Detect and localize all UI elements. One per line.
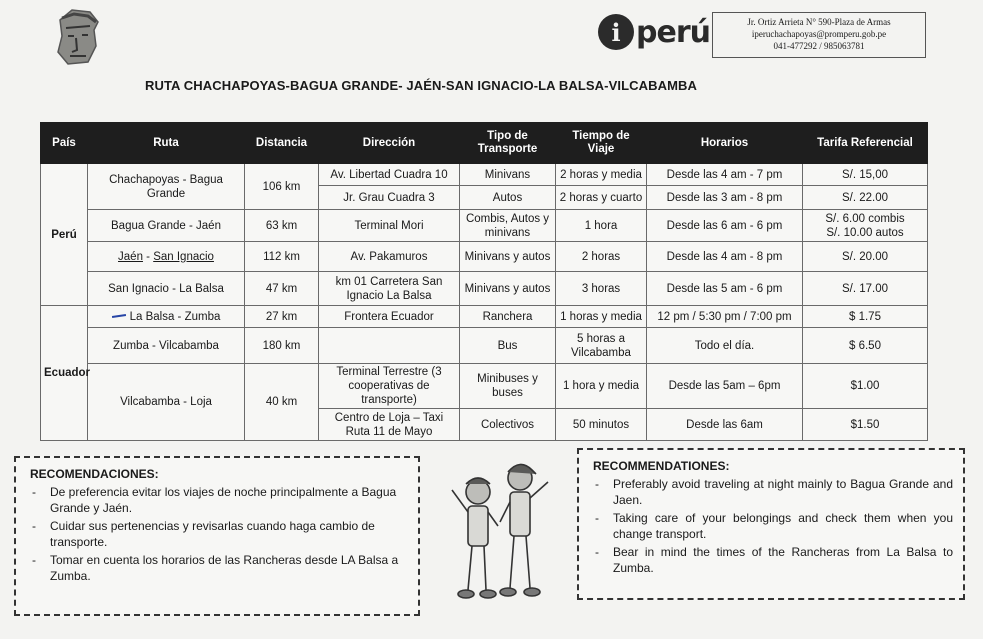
table-header-row bbox=[41, 123, 928, 164]
table-row bbox=[41, 364, 928, 409]
recommendations-title: RECOMENDACIONES: bbox=[30, 467, 159, 481]
route-cell bbox=[88, 306, 245, 328]
address-cell: Av. Pakamuros bbox=[319, 242, 460, 272]
route-origin: Jaén bbox=[118, 250, 143, 263]
fare-cell: $ 6.50 bbox=[803, 328, 928, 364]
table-row bbox=[41, 164, 928, 186]
route-cell: Vilcabamba - Loja bbox=[88, 364, 245, 441]
table-row bbox=[41, 210, 928, 242]
recommendations-list bbox=[30, 484, 408, 584]
list-item: - De preferencia evitar los viajes de noche principalmente a Bagua Grande y Jaén. bbox=[30, 484, 408, 516]
list-item: - Preferably avoid traveling at night mainly to Bagua Grande and Jaen. bbox=[593, 476, 953, 508]
list-item: - Tomar en cuenta los horarios de las Rancheras desde LA Balsa a Zumba. bbox=[30, 552, 408, 584]
list-item: - Bear in mind the times of the Rancheras from La Balsa to Zumba. bbox=[593, 544, 953, 576]
transport-cell: Colectivos bbox=[460, 409, 556, 441]
iperu-logo-circle: i bbox=[598, 14, 634, 50]
table-row bbox=[41, 328, 928, 364]
distance-cell: 112 km bbox=[245, 242, 319, 272]
recommendations-english bbox=[577, 448, 965, 600]
fare-cell: S/. 15,00 bbox=[803, 164, 928, 186]
fare-cell bbox=[803, 210, 928, 242]
route-table bbox=[40, 122, 928, 441]
time-cell: 1 hora y media bbox=[556, 364, 647, 409]
page-title: RUTA CHACHAPOYAS-BAGUA GRANDE- JAÉN-SAN IGNACIO-LA BALSA-VILCABAMBA bbox=[145, 78, 697, 93]
iperu-logo bbox=[598, 14, 710, 50]
distance-cell: 40 km bbox=[245, 364, 319, 441]
transport-cell: Autos bbox=[460, 186, 556, 210]
fare-cell: S/. 17.00 bbox=[803, 272, 928, 306]
schedule-cell: Desde las 4 am - 7 pm bbox=[647, 164, 803, 186]
list-item: - Cuidar sus pertenencias y revisarlas cuando haga cambio de transporte. bbox=[30, 518, 408, 550]
contact-phone: 041-477292 / 985063781 bbox=[773, 41, 865, 51]
address-cell bbox=[319, 328, 460, 364]
stone-head-logo-icon bbox=[50, 6, 102, 66]
distance-cell: 27 km bbox=[245, 306, 319, 328]
header-ruta: Ruta bbox=[88, 123, 245, 164]
address-cell: Terminal Mori bbox=[319, 210, 460, 242]
address-cell: Terminal Terrestre (3 cooperativas de transporte) bbox=[319, 364, 460, 409]
schedule-cell: Desde las 6am bbox=[647, 409, 803, 441]
country-cell-ecuador: Ecuador bbox=[41, 306, 88, 441]
transport-cell: Bus bbox=[460, 328, 556, 364]
distance-cell: 180 km bbox=[245, 328, 319, 364]
schedule-cell: Desde las 5am – 6pm bbox=[647, 364, 803, 409]
header-pais: País bbox=[41, 123, 88, 164]
fare-cell: $ 1.75 bbox=[803, 306, 928, 328]
transport-cell: Minivans y autos bbox=[460, 242, 556, 272]
route-cell: Zumba - Vilcabamba bbox=[88, 328, 245, 364]
distance-cell: 106 km bbox=[245, 164, 319, 210]
time-cell: 3 horas bbox=[556, 272, 647, 306]
address-cell: Centro de Loja – Taxi Ruta 11 de Mayo bbox=[319, 409, 460, 441]
header-direccion: Dirección bbox=[319, 123, 460, 164]
distance-cell: 63 km bbox=[245, 210, 319, 242]
distance-cell: 47 km bbox=[245, 272, 319, 306]
transport-cell: Combis, Autos y minivans bbox=[460, 210, 556, 242]
route-cell: Chachapoyas - Bagua Grande bbox=[88, 164, 245, 210]
pen-mark-icon bbox=[112, 315, 126, 319]
header-tarifa: Tarifa Referencial bbox=[803, 123, 928, 164]
recommendations-spanish bbox=[14, 456, 420, 616]
route-separator: - bbox=[142, 250, 154, 263]
header-tiempo-viaje: Tiempo de Viaje bbox=[556, 123, 647, 164]
iperu-logo-word: perú bbox=[636, 14, 710, 50]
header-horarios: Horarios bbox=[647, 123, 803, 164]
fare-cell: S/. 20.00 bbox=[803, 242, 928, 272]
route-cell: Bagua Grande - Jaén bbox=[88, 210, 245, 242]
address-cell: Av. Libertad Cuadra 10 bbox=[319, 164, 460, 186]
table-row bbox=[41, 242, 928, 272]
route-cell: San Ignacio - La Balsa bbox=[88, 272, 245, 306]
time-cell: 2 horas y cuarto bbox=[556, 186, 647, 210]
route-label: La Balsa - Zumba bbox=[129, 310, 221, 323]
transport-cell: Minivans y autos bbox=[460, 272, 556, 306]
contact-email: iperuchachapoyas@promperu.gob.pe bbox=[751, 29, 887, 39]
table-row bbox=[41, 306, 928, 328]
time-cell: 50 minutos bbox=[556, 409, 647, 441]
recommendations-list bbox=[593, 476, 953, 576]
list-item: - Taking care of your belongings and check them when you change transport. bbox=[593, 510, 953, 542]
schedule-cell: Desde las 3 am - 8 pm bbox=[647, 186, 803, 210]
schedule-cell: 12 pm / 5:30 pm / 7:00 pm bbox=[647, 306, 803, 328]
schedule-cell: Desde las 5 am - 6 pm bbox=[647, 272, 803, 306]
schedule-cell: Desde las 6 am - 6 pm bbox=[647, 210, 803, 242]
time-cell: 1 hora bbox=[556, 210, 647, 242]
fare-autos: S/. 10.00 autos bbox=[826, 226, 904, 239]
contact-box bbox=[712, 12, 926, 58]
schedule-cell: Desde las 4 am - 8 pm bbox=[647, 242, 803, 272]
fare-cell: $1.50 bbox=[803, 409, 928, 441]
time-cell: 2 horas bbox=[556, 242, 647, 272]
address-cell: Jr. Grau Cuadra 3 bbox=[319, 186, 460, 210]
table-row bbox=[41, 272, 928, 306]
time-cell: 5 horas a Vilcabamba bbox=[556, 328, 647, 364]
transport-cell: Minibuses y buses bbox=[460, 364, 556, 409]
fare-combis: S/. 6.00 combis bbox=[825, 212, 905, 225]
time-cell: 2 horas y media bbox=[556, 164, 647, 186]
schedule-cell: Todo el día. bbox=[647, 328, 803, 364]
travelers-illustration-icon bbox=[448, 452, 552, 606]
fare-cell: $1.00 bbox=[803, 364, 928, 409]
route-destination: San Ignacio bbox=[153, 250, 214, 263]
route-cell bbox=[88, 242, 245, 272]
contact-address: Jr. Ortiz Arrieta N° 590-Plaza de Armas bbox=[747, 17, 891, 27]
country-cell-peru: Perú bbox=[41, 164, 88, 306]
fare-cell: S/. 22.00 bbox=[803, 186, 928, 210]
time-cell: 1 horas y media bbox=[556, 306, 647, 328]
address-cell: Frontera Ecuador bbox=[319, 306, 460, 328]
address-cell: km 01 Carretera San Ignacio La Balsa bbox=[319, 272, 460, 306]
transport-cell: Minivans bbox=[460, 164, 556, 186]
transport-cell: Ranchera bbox=[460, 306, 556, 328]
header-tipo-transporte: Tipo de Transporte bbox=[460, 123, 556, 164]
header-distancia: Distancia bbox=[245, 123, 319, 164]
recommendations-title: RECOMMENDATIONES: bbox=[593, 459, 730, 473]
